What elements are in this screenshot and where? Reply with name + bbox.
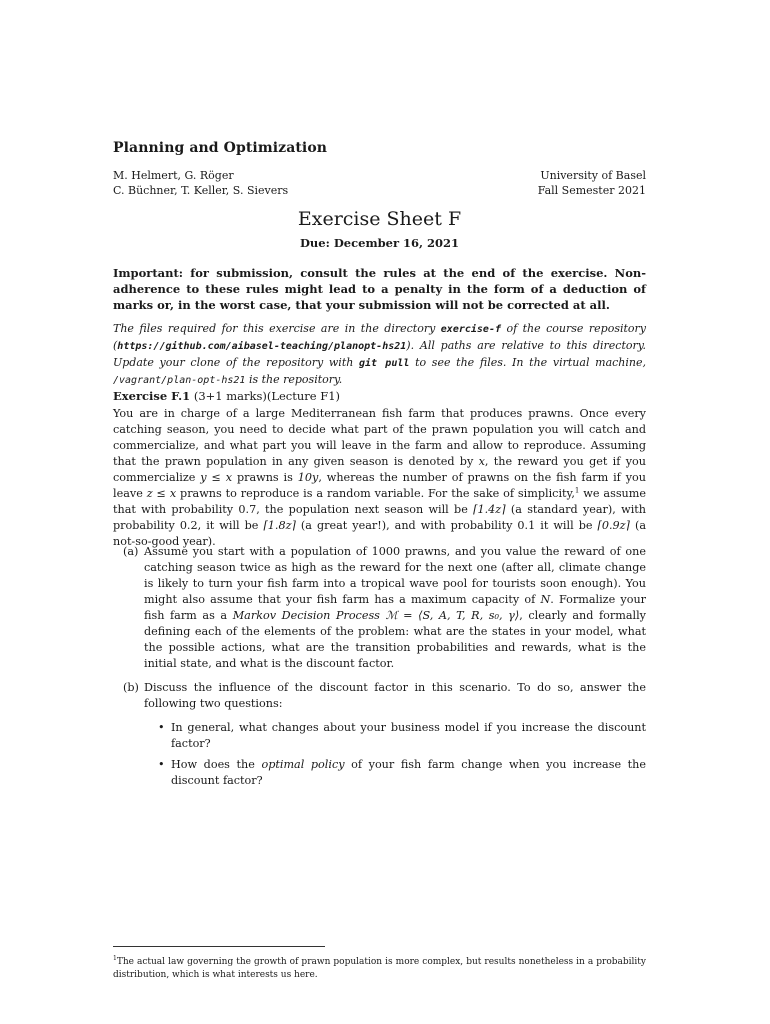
part-a-segment: . Formalize your fish farm as a [144,593,646,622]
due-date: Due: December 16, 2021 [299,236,460,250]
footnote-text: The actual law governing the growth of prawn population is more complex, but results nonetheless in a probability distribution, which is what interests us here. [113,957,646,980]
math-expr: y ≤ x [200,471,233,484]
footnote [113,952,646,982]
affiliation [538,168,646,198]
intro-text: we assume that with probability 0.7, the population next season will be [113,487,646,516]
intro-text: You are in charge of a large Mediterranean fish farm that produces prawns. Once every catching season, you need to decide what part of the prawn population you will catch and commercialize, and what part you will leave in the farm and allow to reproduce. Assuming that the prawn population in any given season is denoted by [113,407,646,468]
part-a-text [144,544,646,672]
mdp-term: Markov Decision Process [232,609,380,622]
bullet-icon: • [158,721,165,734]
part-b [113,680,646,712]
authors-line-2: C. Büchner, T. Keller, S. Sievers [113,184,289,197]
files-note-text: of the course repository ( [113,322,646,352]
intro-text: (a not-so-good year). [113,519,646,548]
math-var: N [540,593,551,606]
semester: Fall Semester 2021 [537,184,646,197]
authors [113,168,288,198]
sheet-title: Exercise Sheet F [297,208,462,230]
part-a-label: (a) [123,545,139,558]
math-expr: z ≤ x [146,487,177,500]
part-b-questions [153,720,646,794]
intro-text: prawns is [232,471,298,484]
footnote-divider [113,946,325,947]
intro-text: (a standard year), with probability 0.2, it will be [113,503,646,532]
part-a-segment: , clearly and formally defining each of the elements of the problem: what are the states in your model, what the possible actions, what are the transition probabilities and rewards, what is the initial state, and what is the discount factor. [144,609,646,670]
exercise-heading [113,389,340,403]
footnote-mark: 1 [113,955,117,962]
intro-text: (a great year!), and with probability 0.1 it will be [295,519,598,532]
list-item [153,720,646,752]
files-note-text: ). All paths are relative to this directory. Update your clone of the repository with [113,339,646,369]
bullet-text: How does the [171,758,262,771]
math-expr: 10y [297,471,319,484]
math-expr: ⌈1.4z⌉ [473,503,506,516]
bullet-text: of your fish farm change when you increase the discount factor? [171,758,646,787]
files-note-text: The files required for this exercise are in the directory [113,322,441,335]
part-a-segment: Assume you start with a population of 1000 prawns, and you value the reward of one catching season twice as high as the reward for the next one (after all, climate change is likely to turn your fish farm into a tropical wave pool for tourists soon enough). You might also assume that your fish farm has a maximum capacity of [144,545,646,606]
files-note [113,321,646,389]
exercise-intro [113,406,646,550]
exercise-label: Exercise F.1 [113,389,191,403]
math-expr: ⌈1.8z⌉ [263,519,296,532]
intro-text: , whereas the number of prawns on the fish farm if you leave [113,471,646,500]
directory-name: exercise-f [440,324,501,335]
part-a [113,544,646,672]
repository-link[interactable]: https://github.com/aibasel-teaching/planopt-hs21 [117,341,407,352]
optimal-policy-term: optimal policy [261,758,345,771]
footnote-ref[interactable]: 1 [574,486,580,495]
intro-text: , the reward you get if you commercialize [113,455,646,484]
files-note-text: to see the files. In the virtual machine, [409,356,646,369]
part-b-text: Discuss the influence of the discount factor in this scenario. To do so, answer the following two questions: [144,681,646,710]
math-expr: ⌈0.9z⌉ [597,519,630,532]
math-var: x [478,455,485,468]
intro-text: prawns to reproduce is a random variable. For the sake of simplicity, [176,487,575,500]
git-command: git pull [359,358,410,369]
course-title: Planning and Optimization [113,140,328,156]
exercise-marks: (3+1 marks)(Lecture F1) [193,389,341,403]
vm-path: /vagrant/plan-opt-hs21 [113,375,246,386]
files-note-text: is the repository. [245,373,343,386]
university: University of Basel [540,169,646,182]
mdp-tuple: ℳ = ⟨S, A, T, R, s₀, γ⟩ [385,609,520,622]
bullet-text: In general, what changes about your business model if you increase the discount factor? [171,721,646,750]
authors-line-1: M. Helmert, G. Röger [113,169,234,182]
list-item [153,757,646,789]
important-notice: Important: for submission, consult the rules at the end of the exercise. Non-adherence to these rules might lead to a penalty in the form of a deduction of marks or, in the worst case, that your submission will not be corrected at all. [113,266,646,312]
part-b-label: (b) [123,681,139,694]
bullet-icon: • [158,758,165,771]
